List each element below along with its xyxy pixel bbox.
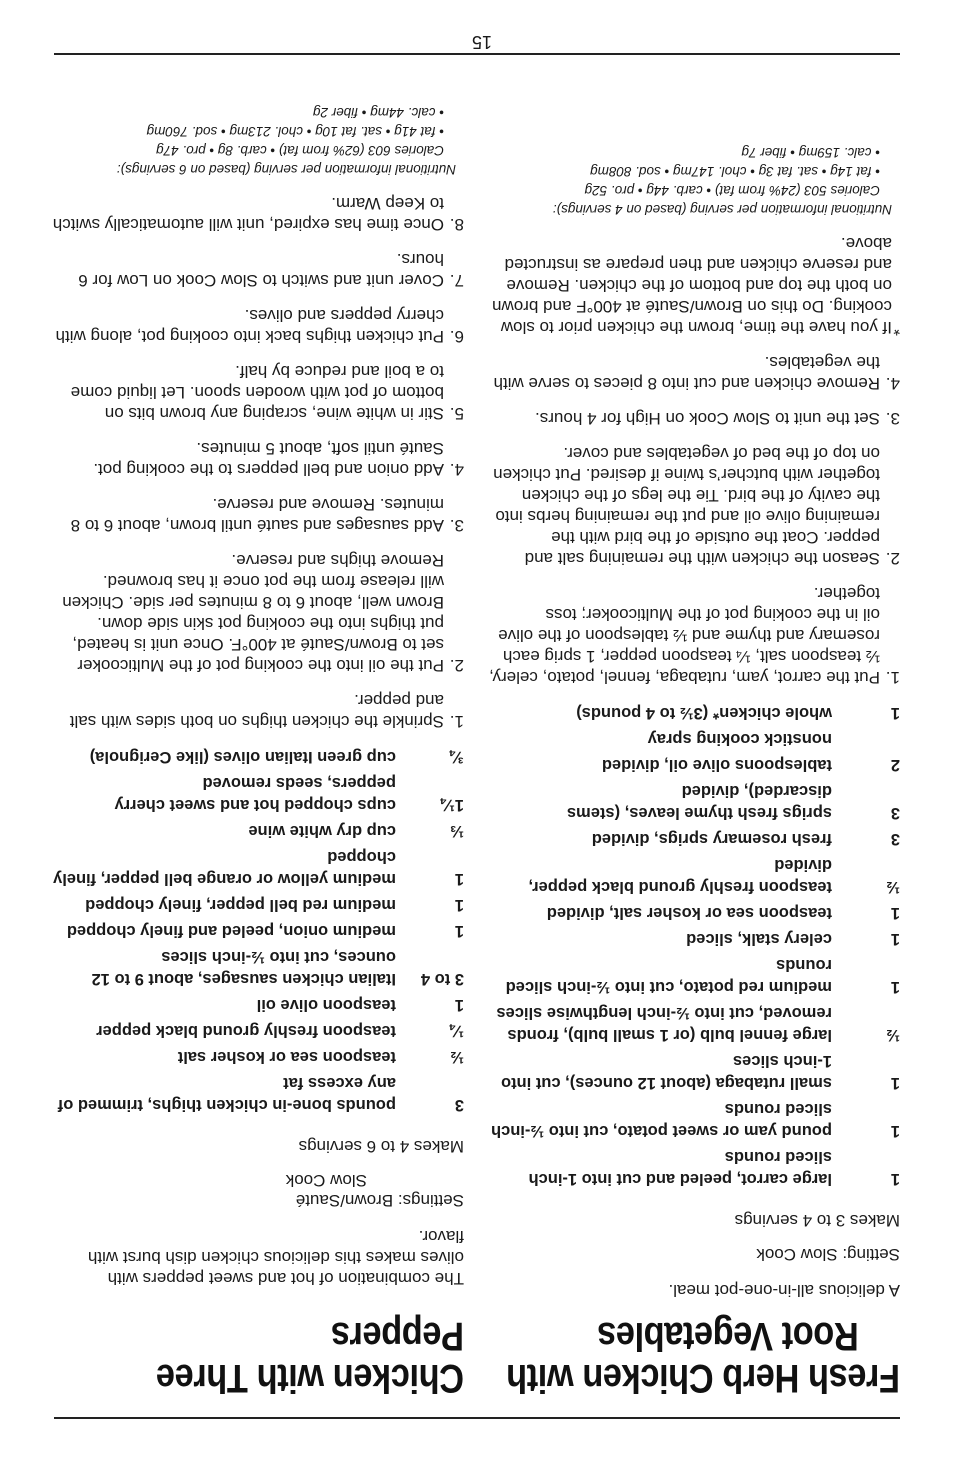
ingredient-item bbox=[52, 746, 464, 768]
ingredient-text: pound yam or sweet potato, cut into ½-inch sliced rounds bbox=[490, 1100, 832, 1140]
step-text: Sprinkle the chicken thighs on both sides with salt and pepper. bbox=[69, 691, 444, 731]
ingredient-item bbox=[488, 902, 900, 924]
ingredient-text: nonstick cooking spray bbox=[647, 730, 832, 748]
ingredient-quantity: 1 bbox=[454, 996, 464, 1014]
recipe-title-line-2: Root Vegetables bbox=[597, 1314, 859, 1358]
ingredient-text: medium onion, peeled and finely chopped bbox=[66, 922, 396, 940]
nutrition-line: Calories 603 (62% from fat) • carb. 8g • pro. 47g bbox=[156, 143, 444, 158]
ingredient-item bbox=[52, 1046, 464, 1068]
ingredient-quantity: 1 bbox=[890, 904, 900, 922]
ingredient-item bbox=[52, 1072, 464, 1116]
nutrition-line: Calories 503 (24% from fat) • carb. 44g • pro. 52g bbox=[584, 183, 880, 198]
ingredient-item bbox=[52, 920, 464, 942]
step-text: Season the chicken with the remaining salt and pepper. Coat the outside of the bird with the remaining olive oil and put the remaining herbs into the cavity of the bird. Tie the legs of the chicken together with butcher’s twine if desired. Put chicken on top of the bed of vegetables and cover. bbox=[493, 444, 880, 568]
ingredient-item bbox=[488, 780, 900, 824]
step-number: 2. bbox=[449, 656, 464, 675]
recipe-chicken-three-peppers bbox=[52, 103, 464, 1399]
nutrition-heading: Nutritional information per serving (based on 4 servings): bbox=[552, 202, 892, 217]
step-text: Stir in white wine, scraping any brown bits on bottom of pot with wooden spoon. Let liquid come to a boil and reduce by half. bbox=[70, 362, 444, 423]
ingredient-text: medium red bell pepper, finely chopped bbox=[85, 896, 396, 914]
instruction-step bbox=[52, 494, 464, 536]
ingredient-text: whole chicken* (3½ to 4 pounds) bbox=[576, 704, 832, 722]
recipe-intro: A delicious all-in-one-pot meal. bbox=[668, 1281, 900, 1300]
ingredient-text: medium red potato, cut into ½-inch sliced rounds bbox=[505, 956, 832, 996]
ingredient-item bbox=[488, 1002, 900, 1046]
step-number: 1. bbox=[449, 712, 464, 731]
nutrition-info bbox=[52, 103, 464, 179]
ingredient-text: cup dry white wine bbox=[248, 822, 396, 840]
instruction-step bbox=[52, 249, 464, 291]
recipe-note bbox=[488, 233, 900, 338]
step-number: 2. bbox=[885, 549, 900, 568]
step-text: Add sausages and sauté until brown, about 6 to 8 minutes. Remove and reserve. bbox=[70, 495, 444, 535]
recipe-yield: Makes 4 to 6 servings bbox=[298, 1137, 464, 1156]
ingredient-item bbox=[488, 828, 900, 850]
ingredient-item bbox=[488, 854, 900, 898]
ingredient-item bbox=[488, 1098, 900, 1142]
ingredient-text: large fennel bulb (or 1 small bulb), fronds removed, cut into ½-inch lengthwise slices bbox=[496, 1004, 832, 1044]
ingredient-quantity: ¼ bbox=[450, 1022, 464, 1040]
instruction-step bbox=[52, 550, 464, 676]
instruction-step bbox=[52, 305, 464, 347]
ingredient-quantity: 3 bbox=[890, 830, 900, 848]
step-number: 1. bbox=[885, 668, 900, 687]
step-number: 3. bbox=[449, 516, 464, 535]
ingredient-quantity: 1 bbox=[890, 930, 900, 948]
step-number: 8. bbox=[449, 215, 464, 234]
instruction-step bbox=[52, 690, 464, 732]
ingredient-quantity: ⅓ bbox=[450, 822, 464, 840]
page-number: 15 bbox=[471, 32, 492, 52]
setting-line: Settings: Brown/Sauté bbox=[295, 1191, 464, 1210]
ingredient-item bbox=[488, 1050, 900, 1094]
step-number: 6. bbox=[449, 327, 464, 346]
step-text: Remove chicken and cut into 8 pieces to serve with the vegetables. bbox=[493, 353, 880, 393]
ingredient-quantity: 1 bbox=[890, 1074, 900, 1092]
ingredient-text: medium yellow or orange bell pepper, finely chopped bbox=[53, 848, 396, 888]
nutrition-line: • calc. 159mg • fiber 7g bbox=[741, 145, 880, 160]
ingredient-item bbox=[488, 928, 900, 950]
ingredient-quantity: 1 bbox=[454, 870, 464, 888]
step-number: 5. bbox=[449, 404, 464, 423]
ingredient-text: Italian chicken sausages, about 9 to 12 ounces, cut into ½-inch slices bbox=[91, 948, 396, 988]
ingredient-quantity: ½ bbox=[886, 1026, 900, 1044]
step-text: Put chicken thighs back into cooking pot, along with cherry peppers and olives. bbox=[55, 306, 444, 346]
ingredient-text: large carrot, peeled and cut into 1-inch sliced rounds bbox=[528, 1148, 832, 1188]
step-number: 4. bbox=[449, 460, 464, 479]
asterisk-marker: * bbox=[893, 320, 900, 339]
ingredient-quantity: 2 bbox=[890, 756, 900, 774]
recipe-intro: The combination of hot and sweet peppers with olives makes this delicious chicken dish burst with flavor. bbox=[87, 1227, 464, 1288]
ingredient-text: teaspoon freshly ground black pepper, divided bbox=[528, 856, 832, 896]
ingredient-text: pounds bone-in chicken thighs, trimmed of any excess fat bbox=[57, 1074, 396, 1114]
ingredient-item bbox=[52, 946, 464, 990]
instruction-step bbox=[488, 352, 900, 394]
recipe-title: Chicken with Three Peppers bbox=[156, 1314, 464, 1400]
ingredient-text: teaspoon sea or kosher salt, divided bbox=[546, 904, 832, 922]
step-text: Cover unit and switch to Slow Cook on Low for 6 hours. bbox=[78, 250, 444, 290]
nutrition-info bbox=[488, 143, 900, 219]
ingredient-quantity: 1¼ bbox=[441, 796, 464, 814]
step-text: Put the oil into the cooking pot of the Multicooker set to Brown/Sauté at 400°F. Once unit is heated, put thighs into the cooking pot skin side down. Brown well, about 6 to 8 minutes per side. Chicken will release from the pot once it has browned. Remove thighs and reserve. bbox=[62, 551, 444, 675]
recipe-yield: Makes 3 to 4 servings bbox=[734, 1211, 900, 1230]
step-number: 7. bbox=[449, 271, 464, 290]
ingredient-quantity: ¾ bbox=[450, 748, 464, 766]
ingredient-quantity: 3 bbox=[454, 1096, 464, 1114]
ingredient-quantity: 3 bbox=[890, 804, 900, 822]
ingredient-text: fresh rosemary sprigs, divided bbox=[591, 830, 832, 848]
instruction-step bbox=[488, 408, 900, 429]
top-rule bbox=[54, 1417, 900, 1419]
step-number: 4. bbox=[885, 374, 900, 393]
ingredient-text: small rutabaga (about 12 ounces), cut into 1-inch slices bbox=[501, 1052, 832, 1092]
instruction-step bbox=[488, 443, 900, 569]
nutrition-line: • fat 14g • sat. fat 3g • chol. 147mg • sod. 808mg bbox=[590, 164, 880, 179]
ingredient-item bbox=[52, 846, 464, 890]
bottom-rule bbox=[54, 53, 900, 55]
ingredient-item bbox=[488, 954, 900, 998]
recipe-note-text: If you have the time, brown the chicken prior to slow cooking. Do this on Brown/Sauté at 400°F and brown on both the top and bottom of the chicken. Remove and reserve chicken and then prepare as instructed above. bbox=[492, 234, 892, 337]
instruction-step bbox=[52, 438, 464, 480]
ingredient-item bbox=[52, 772, 464, 816]
recipe-title-line-1: Fresh Herb Chicken with bbox=[506, 1356, 900, 1400]
ingredient-text: celery stalk, sliced bbox=[686, 930, 832, 948]
ingredient-item bbox=[52, 894, 464, 916]
ingredient-text: tablespoons olive oil, divided bbox=[601, 756, 832, 774]
ingredient-text: teaspoon olive oil bbox=[256, 996, 396, 1014]
instruction-list bbox=[52, 193, 464, 732]
ingredient-quantity: 1 bbox=[890, 978, 900, 996]
ingredient-quantity: ½ bbox=[886, 878, 900, 896]
setting-line: Slow Cook bbox=[285, 1171, 367, 1190]
ingredient-quantity: ½ bbox=[450, 1048, 464, 1066]
ingredient-list bbox=[52, 746, 464, 1116]
ingredient-quantity: 1 bbox=[454, 922, 464, 940]
nutrition-line: • fat 41g • sat. fat 10g • chol. 213mg • sod. 760mg bbox=[146, 124, 444, 139]
ingredient-text: teaspoon freshly ground black pepper bbox=[96, 1022, 396, 1040]
nutrition-heading: Nutritional information per serving (based on 6 servings): bbox=[116, 162, 456, 177]
ingredient-text: cups chopped hot and sweet cherry peppers, seeds removed bbox=[114, 774, 396, 814]
instruction-step bbox=[52, 361, 464, 424]
ingredient-quantity bbox=[832, 728, 900, 750]
ingredient-text: teaspoon sea or kosher salt bbox=[177, 1048, 396, 1066]
step-text: Put the carrot, yam, rutabaga, fennel, potato, celery, ½ teaspoon salt, ¼ teaspoon pepper, 1 sprig each rosemary and thyme and ½ tablespoon of the olive oil in the cooking pot of the Multicooker; toss together. bbox=[489, 584, 880, 687]
recipe-title bbox=[489, 1315, 900, 1399]
ingredient-quantity: 3 to 4 bbox=[420, 970, 464, 988]
step-text: Once time has expired, unit will automatically switch to Keep Warm. bbox=[52, 194, 444, 234]
ingredient-quantity: 1 bbox=[890, 1170, 900, 1188]
ingredient-quantity: 1 bbox=[890, 1122, 900, 1140]
ingredient-quantity: 1 bbox=[890, 704, 900, 722]
recipe-fresh-herb-chicken bbox=[488, 143, 900, 1399]
recipe-setting bbox=[52, 1170, 464, 1210]
step-number: 3. bbox=[885, 409, 900, 428]
instruction-list bbox=[488, 352, 900, 688]
ingredient-item bbox=[488, 728, 900, 750]
ingredient-item bbox=[52, 1020, 464, 1042]
ingredient-item bbox=[52, 994, 464, 1016]
ingredient-text: sprigs fresh thyme leaves, (stems discarded), divided bbox=[566, 782, 832, 822]
step-text: Set the unit to Slow Cook on High for 4 hours. bbox=[535, 409, 880, 428]
ingredient-item bbox=[488, 754, 900, 776]
ingredient-list bbox=[488, 702, 900, 1190]
instruction-step bbox=[488, 583, 900, 688]
ingredient-quantity: 1 bbox=[454, 896, 464, 914]
instruction-step bbox=[52, 193, 464, 235]
recipe-setting: Setting: Slow Cook bbox=[756, 1245, 900, 1264]
step-text: Add onion and bell peppers to the cooking pot. Sauté until soft, about 5 minutes. bbox=[93, 439, 444, 479]
ingredient-item bbox=[488, 1146, 900, 1190]
ingredient-item bbox=[52, 820, 464, 842]
ingredient-text: cup green Italian olives (like Cerignola) bbox=[89, 748, 396, 766]
ingredient-item bbox=[488, 702, 900, 724]
nutrition-line: • calc. 44mg • fiber 2g bbox=[312, 105, 444, 120]
